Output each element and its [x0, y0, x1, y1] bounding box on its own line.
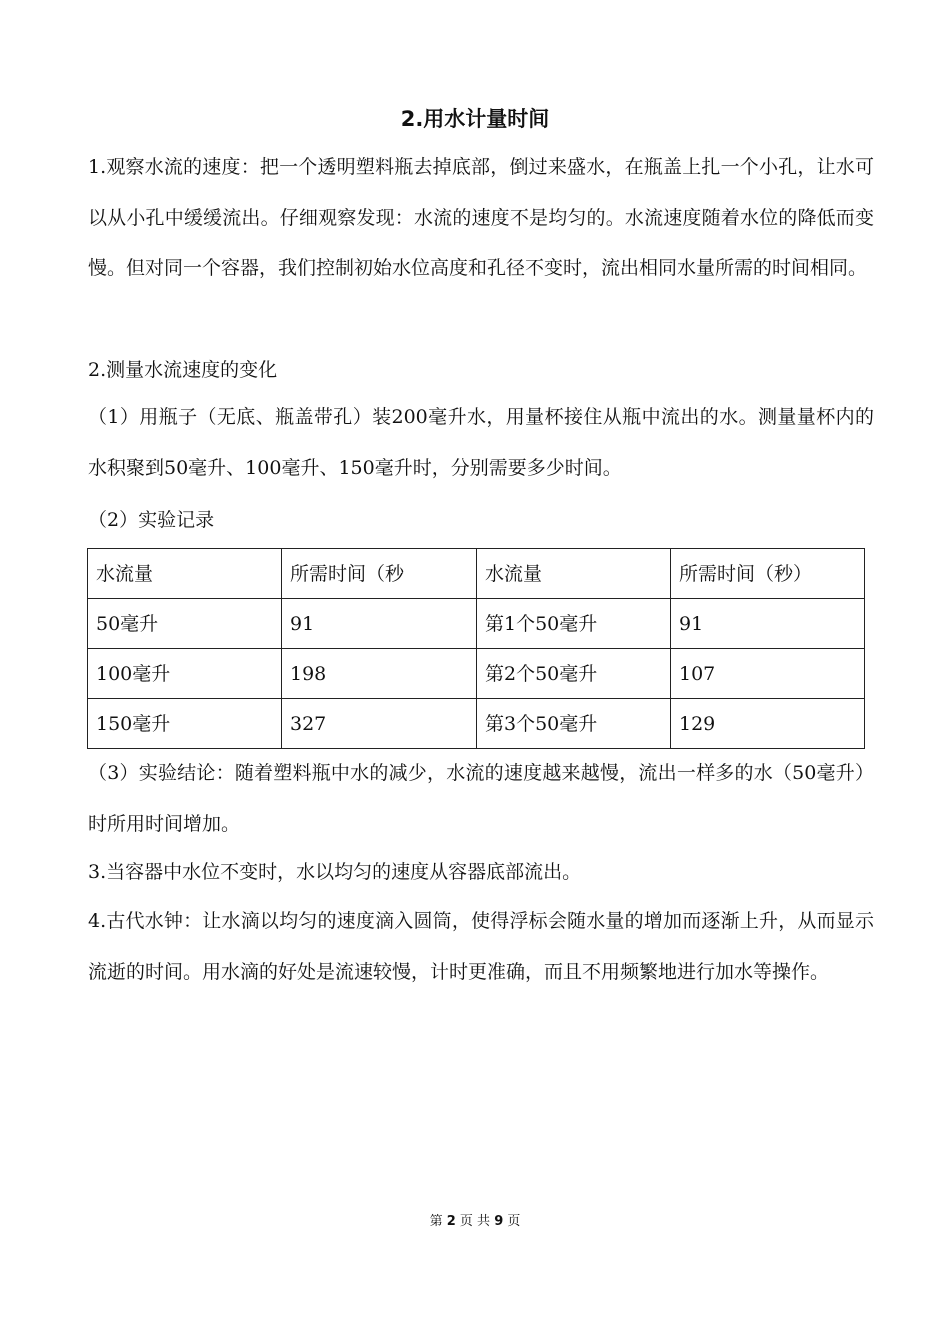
table-header-cell: 水流量	[88, 549, 282, 599]
paragraph-experiment-method: （1）用瓶子（无底、瓶盖带孔）装200毫升水，用量杯接住从瓶中流出的水。测量量杯内的水积聚到50毫升、100毫升、150毫升时，分别需要多少时间。	[88, 406, 874, 479]
table-cell: 91	[282, 599, 477, 649]
paragraph-experiment-conclusion: （3）实验结论：随着塑料瓶中水的减少，水流的速度越来越慢，流出一样多的水（50毫升）时所用时间增加。	[88, 762, 874, 835]
heading-measure-flow: 2.测量水流速度的变化	[88, 359, 278, 381]
table-header-cell: 所需时间（秒）	[671, 549, 865, 599]
table-row	[88, 599, 865, 649]
document-title: 2.用水计量时间	[400, 107, 550, 131]
table-row	[88, 699, 865, 749]
table-cell: 107	[671, 649, 865, 699]
table-header-cell: 水流量	[477, 549, 671, 599]
table-row	[88, 649, 865, 699]
table-cell: 100毫升	[88, 649, 282, 699]
table-cell: 198	[282, 649, 477, 699]
table-cell: 第3个50毫升	[477, 699, 671, 749]
label-experiment-record: （2）实验记录	[88, 509, 215, 531]
total-pages-number: 9	[494, 1214, 504, 1229]
table-cell: 150毫升	[88, 699, 282, 749]
experiment-record-table	[87, 548, 865, 749]
table-cell: 91	[671, 599, 865, 649]
table-cell: 第1个50毫升	[477, 599, 671, 649]
table-cell: 129	[671, 699, 865, 749]
paragraph-constant-level: 3.当容器中水位不变时，水以均匀的速度从容器底部流出。	[88, 861, 582, 883]
page-footer	[0, 1213, 950, 1231]
footer-prefix: 第	[429, 1214, 443, 1229]
table-cell: 327	[282, 699, 477, 749]
current-page-number: 2	[446, 1214, 456, 1229]
paragraph-ancient-water-clock: 4.古代水钟：让水滴以均匀的速度滴入圆筒，使得浮标会随水量的增加而逐渐上升，从而显示流逝的时间。用水滴的好处是流速较慢，计时更准确，而且不用频繁地进行加水等操作。	[88, 910, 874, 983]
table-cell: 50毫升	[88, 599, 282, 649]
table-header-row	[88, 549, 865, 599]
table-header-cell: 所需时间（秒	[282, 549, 477, 599]
footer-suffix: 页	[507, 1214, 521, 1229]
footer-middle: 页 共	[459, 1214, 491, 1229]
paragraph-observe-flow: 1.观察水流的速度：把一个透明塑料瓶去掉底部，倒过来盛水，在瓶盖上扎一个小孔，让水可以从小孔中缓缓流出。仔细观察发现：水流的速度不是均匀的。水流速度随着水位的降低而变慢。但对同一个容器，我们控制初始水位高度和孔径不变时，流出相同水量所需的时间相同。	[88, 156, 874, 279]
table-cell: 第2个50毫升	[477, 649, 671, 699]
